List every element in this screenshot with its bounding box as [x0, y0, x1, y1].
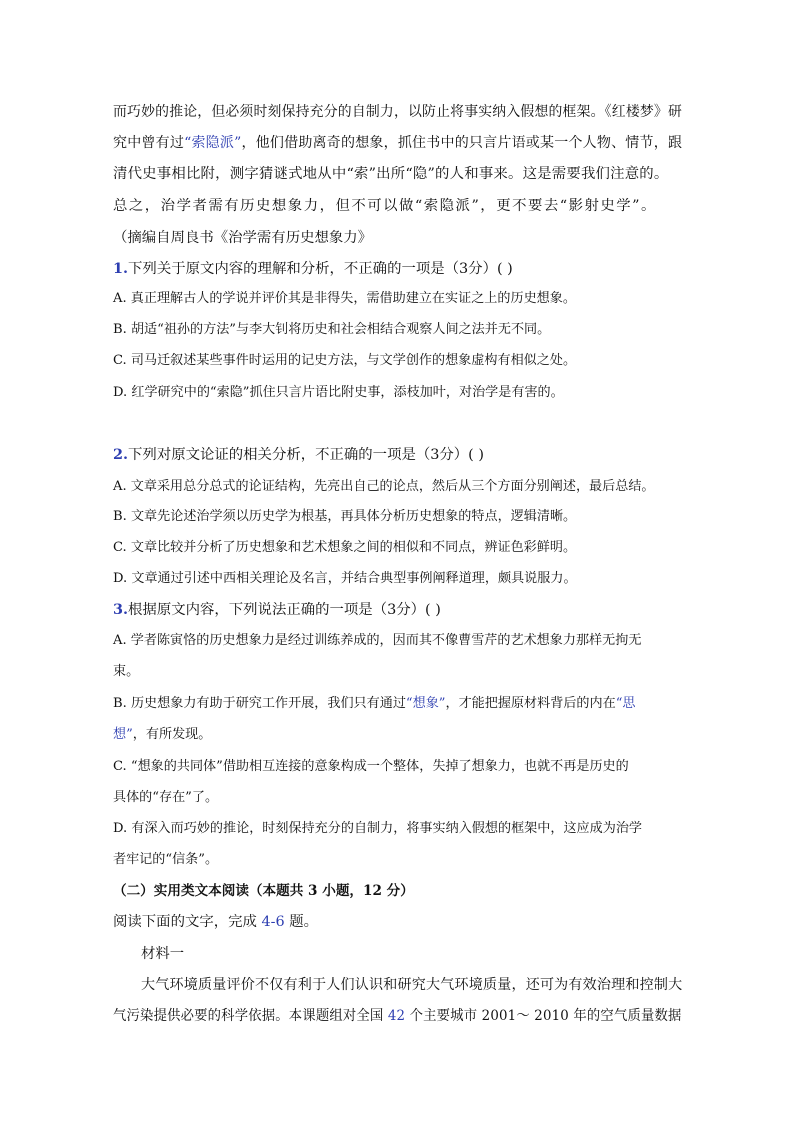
passage-line-4: 总之，治学者需有历史想象力，但不可以做“索隐派”，更不要去“影射史学”。 [113, 198, 657, 214]
question-3-option-d-line-1: D. 有深入而巧妙的推论，时刻保持充分的自制力，将事实纳入假想的框架中，这应成为治学 [113, 821, 643, 836]
question-2-stem [113, 445, 484, 465]
question-2-option-b: B. 文章先论述治学须以历史学为根基，再具体分析历史想象的特点，逻辑清晰。 [113, 509, 577, 524]
question-3-option-a-line-2: 束。 [113, 664, 140, 679]
question-3-option-d-line-2: 者牢记的“信条”。 [113, 852, 219, 867]
material-paragraph-line-2 [113, 1006, 682, 1026]
passage-source: （摘编自周良书《治学需有历史想象力》 [113, 230, 373, 246]
question-range: 4-6 [261, 914, 285, 930]
paragraph-text: 气污染提供必要的科学依据。本课题组对全国 [113, 1008, 388, 1024]
passage-highlight: “索隐派” [184, 135, 242, 151]
question-1-option-b: B. 胡适“祖孙的方法”与李大钊将历史和社会相结合观察人间之法并无不同。 [113, 322, 551, 337]
question-text: 下列对原文论证的相关分析，不正确的一项是（3分）( ) [128, 447, 484, 463]
question-2-option-d: D. 文章通过引述中西相关理论及名言，并结合典型事例阐释道理，颇具说服力。 [113, 571, 577, 586]
question-1-stem [113, 259, 513, 279]
question-3-option-a-line-1: A. 学者陈寅恪的历史想象力是经过训练养成的，因而其不像曹雪芹的艺术想象力那样无拘无 [113, 633, 642, 648]
question-2-option-a: A. 文章采用总分总式的论证结构，先亮出自己的论点，然后从三个方面分别阐述，最后总结。 [113, 479, 655, 494]
question-3-stem [113, 600, 441, 620]
option-text: ，才能把握原材料背后的内在 [445, 696, 616, 711]
question-text: 根据原文内容，下列说法正确的一项是（3分）( ) [128, 602, 441, 618]
passage-line-2 [113, 133, 682, 153]
question-3-option-b-line-2 [113, 725, 211, 745]
question-2-option-c: C. 文章比较并分析了历史想象和艺术想象之间的相似和不同点，辨证色彩鲜明。 [113, 540, 577, 555]
option-highlight: “思 [615, 696, 636, 711]
question-1-option-a: A. 真正理解古人的学说并评价其是非得失，需借助建立在实证之上的历史想象。 [113, 291, 576, 306]
question-number: 2. [113, 446, 129, 463]
option-highlight: “想象” [405, 696, 446, 711]
question-1-option-d: D. 红学研究中的“索隐”抓住只言片语比附史事，添枝加叶，对治学是有害的。 [113, 385, 564, 400]
material-label: 材料一 [141, 946, 185, 962]
paragraph-number: 42 [387, 1008, 406, 1024]
question-number: 3. [113, 601, 129, 618]
option-text: B. 历史想象力有助于研究工作开展，我们只有通过 [113, 696, 406, 711]
question-number: 1. [113, 260, 129, 277]
option-text: ，有所发现。 [132, 727, 212, 742]
passage-line-3: 清代史事相比附，测字猜谜式地从中“索”出所“隐”的人和事来。这是需要我们注意的。 [113, 166, 669, 182]
paragraph-text: 个主要城市 2001～ 2010 年的空气质量数据 [405, 1008, 682, 1024]
material-paragraph-line-1: 大气环境质量评价不仅有利于人们认识和研究大气环境质量，还可为有效治理和控制大 [141, 977, 683, 993]
instruction-text: 阅读下面的文字，完成 [113, 914, 262, 930]
section-heading: （二）实用类文本阅读（本题共 3 小题，12 分） [113, 883, 414, 899]
instruction-text: 题。 [284, 914, 319, 930]
passage-line-1: 而巧妙的推论，但必须时刻保持充分的自制力，以防止将事实纳入假想的框架。《红楼梦》研 [113, 104, 683, 120]
passage-text: ，他们借助离奇的想象，抓住书中的只言片语或某一个人物、情节，跟 [241, 135, 683, 151]
question-3-option-c-line-1: C. “想象的共同体”借助相互连接的意象构成一个整体，失掉了想象力，也就不再是历史的 [113, 759, 629, 774]
question-3-option-c-line-2: 具体的“存在”了。 [113, 790, 219, 805]
section-instructions [113, 912, 318, 932]
passage-text: 究中曾有过 [113, 135, 185, 151]
option-highlight: 想” [113, 727, 133, 742]
question-3-option-b-line-1 [113, 694, 636, 714]
question-1-option-c: C. 司马迁叙述某些事件时运用的记史方法，与文学创作的想象虚构有相似之处。 [113, 353, 577, 368]
question-text: 下列关于原文内容的理解和分析，不正确的一项是（3分）( ) [128, 261, 513, 277]
